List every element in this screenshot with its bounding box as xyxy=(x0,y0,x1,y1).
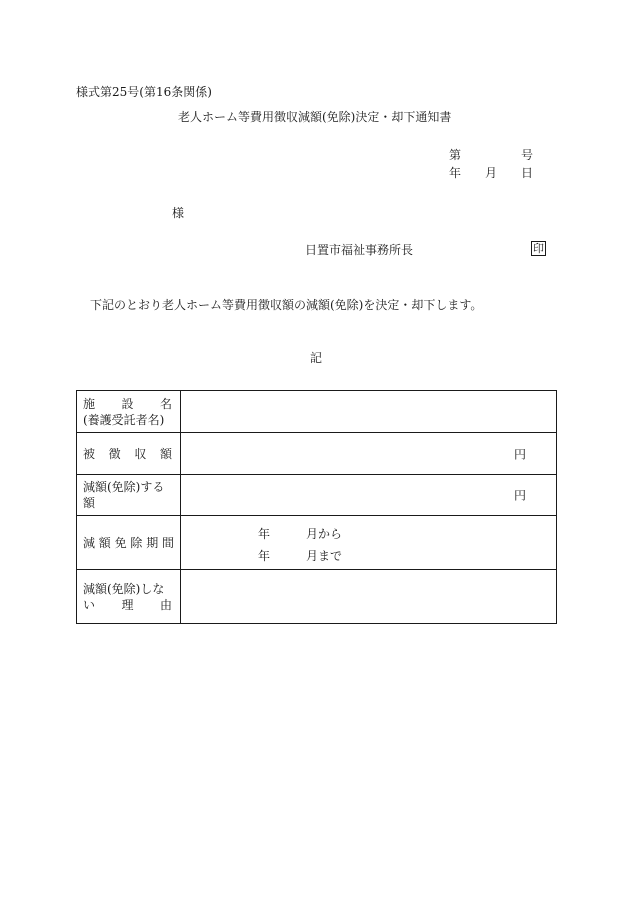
table-row-period xyxy=(77,516,557,570)
period-label-char: 除 xyxy=(130,535,143,550)
collected-amount-label xyxy=(77,433,181,475)
collected-label-char: 徴 xyxy=(108,446,121,461)
table-row-collected xyxy=(77,433,557,475)
collected-label-char: 収 xyxy=(134,446,147,461)
facility-label xyxy=(77,391,181,433)
period-label-char: 免 xyxy=(114,535,127,550)
period-value xyxy=(181,516,557,570)
reduction-amount-value xyxy=(181,475,557,516)
body-text: 下記のとおり老人ホーム等費用徴収額の減額(免除)を決定・却下します。 xyxy=(90,298,483,312)
reduction-label-line2: 額 xyxy=(83,496,96,510)
doc-number-suffix: 号 xyxy=(521,148,534,162)
collected-label-char: 額 xyxy=(159,446,172,461)
reason-label xyxy=(77,570,181,624)
period-label-char: 減 xyxy=(83,535,96,550)
ki-label: 記 xyxy=(310,351,323,365)
date-day-label: 日 xyxy=(521,166,534,180)
facility-label-char: 施 xyxy=(83,396,96,411)
doc-number-prefix: 第 xyxy=(449,148,462,162)
reason-label-line1: 減額(免除)しな xyxy=(83,581,165,596)
facility-label-char: 名 xyxy=(159,396,172,411)
reason-value xyxy=(181,570,557,624)
reason-label-char: 由 xyxy=(159,597,172,612)
facility-sub-label: (養護受託者名) xyxy=(83,412,165,427)
period-from-year: 年 xyxy=(258,527,271,541)
form-number: 様式第25号(第16条関係) xyxy=(76,85,212,99)
reason-label-char: 理 xyxy=(121,597,134,612)
period-to-month: 月まで xyxy=(306,549,343,563)
collected-label-char: 被 xyxy=(83,446,96,461)
period-label xyxy=(77,516,181,570)
period-label-char: 間 xyxy=(161,535,174,550)
period-to-year: 年 xyxy=(258,549,271,563)
date-year-label: 年 xyxy=(449,166,462,180)
facility-label-char: 設 xyxy=(121,396,134,411)
reason-label-char: い xyxy=(83,597,96,612)
yen-unit: 円 xyxy=(513,488,526,503)
document-title: 老人ホーム等費用徴収減額(免除)決定・却下通知書 xyxy=(178,110,452,124)
reduction-amount-label xyxy=(77,475,181,516)
issuer-name: 日置市福祉事務所長 xyxy=(305,243,414,257)
table-row-facility xyxy=(77,391,557,433)
collected-amount-value xyxy=(181,433,557,475)
date-month-label: 月 xyxy=(485,166,498,180)
seal-mark: 印 xyxy=(533,242,544,255)
period-label-char: 額 xyxy=(98,535,111,550)
details-table xyxy=(76,390,557,624)
facility-value xyxy=(181,391,557,433)
yen-unit: 円 xyxy=(513,447,526,461)
recipient-honorific: 様 xyxy=(172,206,185,220)
table-row-reduction xyxy=(77,475,557,516)
period-from-month: 月から xyxy=(306,527,343,541)
period-label-char: 期 xyxy=(146,535,159,550)
table-row-reason xyxy=(77,570,557,624)
reduction-label-line1: 減額(免除)する xyxy=(83,480,165,494)
